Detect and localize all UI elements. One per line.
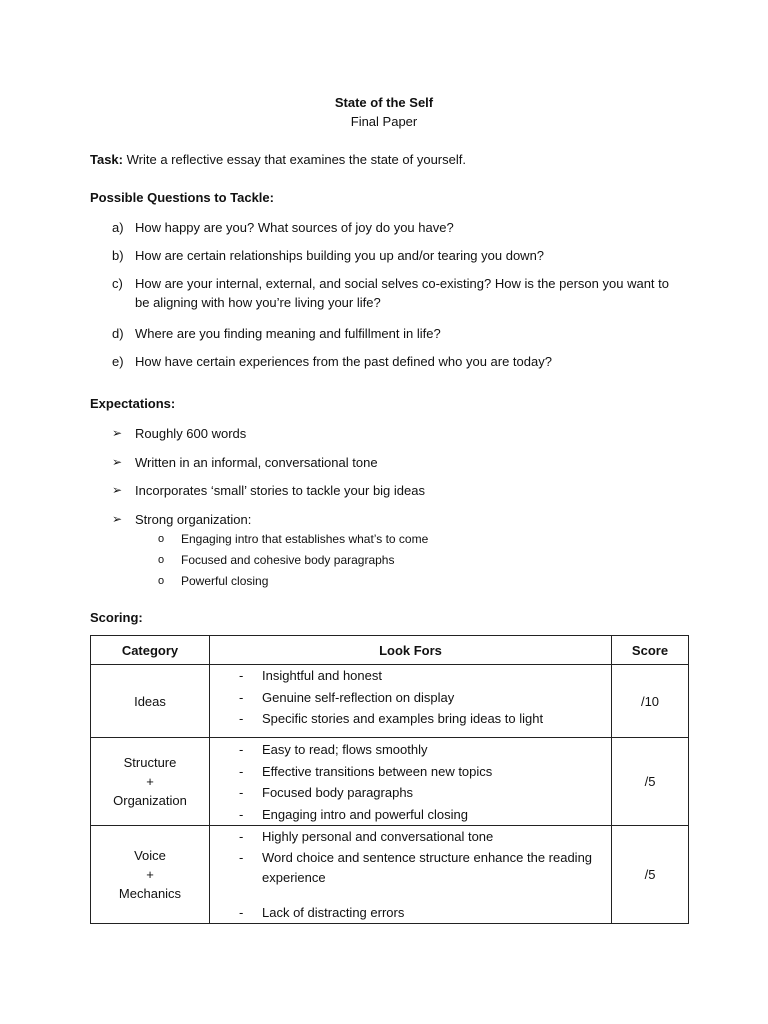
category-line: Mechanics: [118, 886, 182, 901]
look-for-text: Lack of distracting errors: [262, 904, 405, 920]
question-text: How are certain relationships building you up and/or tearing you down?: [135, 248, 545, 263]
sub-item-text: Powerful closing: [181, 573, 269, 588]
score-cell: /5: [612, 826, 689, 924]
task-text: Write a reflective essay that examines the state of yourself.: [123, 152, 466, 167]
list-item: [112, 246, 672, 265]
list-item: [112, 453, 672, 472]
dash-bullet: -: [239, 849, 244, 865]
category-cell: [91, 826, 210, 924]
list-item: [158, 550, 672, 571]
category-line: +: [146, 867, 154, 882]
list-item: [210, 708, 611, 730]
column-header-look-fors: Look Fors: [210, 636, 612, 665]
list-marker: d): [112, 326, 124, 341]
list-item: [112, 218, 672, 237]
category-cell: [91, 665, 210, 738]
expectations-list: [112, 424, 672, 601]
question-text: Where are you finding meaning and fulfillment in life?: [135, 326, 441, 341]
circle-bullet-icon: o: [158, 553, 165, 566]
list-item: [210, 761, 611, 783]
arrow-bullet-icon: ➢: [112, 426, 123, 440]
category-line: +: [146, 774, 154, 789]
table-row: [91, 738, 689, 826]
list-item: [210, 902, 611, 924]
dash-bullet: -: [239, 689, 244, 705]
list-item: [158, 571, 672, 592]
look-fors-cell: [210, 738, 612, 826]
organization-sublist: [135, 529, 672, 592]
list-marker: a): [112, 220, 124, 235]
table-header-row: [91, 636, 689, 665]
circle-bullet-icon: o: [158, 532, 165, 545]
dash-bullet: -: [239, 742, 244, 757]
expectation-text: Strong organization:: [135, 511, 252, 527]
column-header-category: Category: [91, 636, 210, 665]
dash-bullet: -: [239, 763, 244, 779]
expectations-heading: Expectations:: [90, 396, 176, 411]
category-line: Structure: [123, 755, 177, 770]
question-text: How have certain experiences from the past defined who you are today?: [135, 354, 552, 369]
list-item: [210, 782, 611, 804]
look-for-text: Insightful and honest: [262, 668, 382, 683]
scoring-heading: Scoring:: [90, 610, 143, 625]
list-item: [112, 352, 672, 371]
look-for-text: Engaging intro and powerful closing: [262, 806, 468, 822]
list-marker: e): [112, 354, 124, 369]
table-row: [91, 826, 689, 924]
list-item: [210, 665, 611, 687]
list-item: [112, 424, 672, 443]
arrow-bullet-icon: ➢: [112, 511, 123, 526]
list-item: [210, 848, 611, 888]
questions-heading: Possible Questions to Tackle:: [90, 190, 274, 205]
dash-bullet: -: [239, 668, 244, 683]
score-cell: /10: [612, 665, 689, 738]
sub-item-text: Engaging intro that establishes what’s to come: [181, 531, 429, 546]
table-row: [91, 665, 689, 738]
look-for-text: Effective transitions between new topics: [262, 763, 493, 779]
list-marker: c): [112, 276, 123, 291]
look-for-text: Easy to read; flows smoothly: [262, 742, 428, 757]
expectation-text: Roughly 600 words: [135, 426, 247, 441]
list-marker: b): [112, 248, 124, 263]
list-item: [112, 481, 672, 500]
look-fors-cell: [210, 665, 612, 738]
document-title: State of the Self: [334, 95, 434, 110]
dash-bullet: -: [239, 785, 244, 800]
look-for-text: Focused body paragraphs: [262, 785, 414, 800]
questions-list: [112, 218, 672, 380]
column-header-score: Score: [612, 636, 689, 665]
list-item: [112, 324, 672, 343]
question-text: How are your internal, external, and social selves co-existing? How is the person you want to be aligning with how you’re living your life?: [135, 276, 669, 310]
list-item: [210, 687, 611, 709]
list-item: [210, 826, 611, 848]
circle-bullet-icon: o: [158, 574, 165, 587]
list-item: [210, 804, 611, 826]
list-item: [158, 529, 672, 550]
question-text: How happy are you? What sources of joy do you have?: [135, 220, 454, 235]
sub-item-text: Focused and cohesive body paragraphs: [181, 552, 395, 567]
category-line: Voice: [134, 848, 166, 863]
dash-bullet: -: [239, 904, 244, 920]
dash-bullet: -: [239, 806, 244, 822]
category-line: Ideas: [134, 693, 166, 709]
arrow-bullet-icon: ➢: [112, 454, 123, 469]
task-line: [90, 152, 710, 167]
dash-bullet: -: [239, 829, 244, 844]
dash-bullet: -: [239, 711, 244, 726]
list-item: [112, 274, 672, 312]
list-item: [210, 739, 611, 761]
expectation-text: Incorporates ‘small’ stories to tackle your big ideas: [135, 483, 425, 498]
document-subtitle: Final Paper: [350, 114, 418, 129]
list-item: [112, 510, 672, 592]
look-for-text: Specific stories and examples bring ideas to light: [262, 711, 544, 726]
category-line: Organization: [113, 793, 187, 808]
arrow-bullet-icon: ➢: [112, 483, 123, 497]
look-fors-cell: [210, 826, 612, 924]
task-label: Task:: [90, 152, 123, 167]
look-for-text: Highly personal and conversational tone: [262, 829, 494, 844]
look-for-text: Genuine self-reflection on display: [262, 689, 455, 705]
look-for-text: Word choice and sentence structure enhance the reading experience: [262, 849, 593, 885]
expectation-text: Written in an informal, conversational tone: [135, 454, 378, 470]
category-cell: [91, 738, 210, 826]
scoring-table: [90, 635, 689, 924]
score-cell: /5: [612, 738, 689, 826]
